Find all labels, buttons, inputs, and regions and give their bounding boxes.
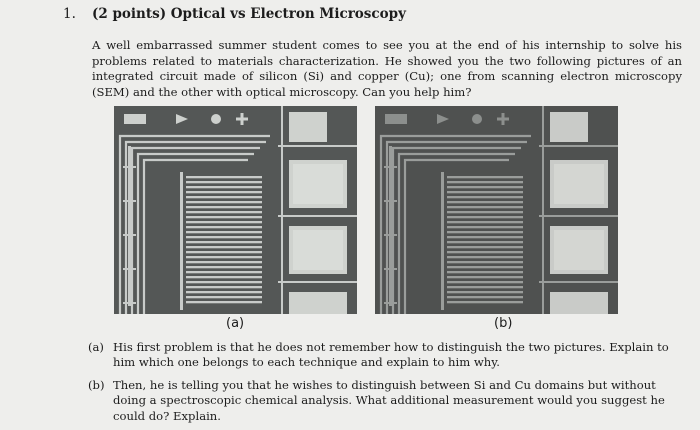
rail-tick <box>384 302 397 304</box>
comb-line <box>447 196 523 198</box>
left-rail <box>128 146 131 306</box>
question-title: Optical vs Electron Microscopy <box>170 6 406 22</box>
comb-line <box>447 256 523 258</box>
comb-line <box>447 211 523 213</box>
comb-line <box>186 191 262 193</box>
marker-circle <box>472 114 482 124</box>
bond-pad-inner <box>293 164 343 204</box>
bond-pad <box>550 112 588 142</box>
comb-line <box>447 221 523 223</box>
subquestion-b <box>88 378 682 424</box>
comb-line <box>447 231 523 233</box>
rail-tick <box>123 166 136 168</box>
figure-b-sem-micrograph <box>375 106 618 314</box>
rail-tick <box>123 200 136 202</box>
figure-a-caption: (a) <box>226 316 245 331</box>
comb-line <box>186 206 262 208</box>
comb-line <box>186 286 262 288</box>
question-points: (2 points) <box>92 6 167 22</box>
comb-line <box>186 241 262 243</box>
comb-line <box>186 261 262 263</box>
comb-line <box>186 296 262 298</box>
rail-tick <box>123 302 136 304</box>
comb-line <box>447 281 523 283</box>
comb-line <box>447 286 523 288</box>
comb-line <box>447 181 523 183</box>
comb-line <box>186 221 262 223</box>
comb-line <box>447 226 523 228</box>
comb-line <box>186 236 262 238</box>
comb-line <box>186 231 262 233</box>
comb-line <box>186 196 262 198</box>
comb-line <box>447 291 523 293</box>
comb-line <box>447 251 523 253</box>
subquestion-b-text: Then, he is telling you that he wishes to distinguish between Si and Cu domains but without doing a spectroscopic chemical analysis. What additional measurement would you suggest he could do? Explain. <box>113 378 665 423</box>
comb-line <box>447 236 523 238</box>
comb-line <box>186 281 262 283</box>
comb-line <box>447 241 523 243</box>
comb-line <box>447 191 523 193</box>
bond-pad-inner <box>554 230 604 270</box>
rail-tick <box>384 234 397 236</box>
marker-circle <box>211 114 221 124</box>
comb-line <box>186 246 262 248</box>
comb-line <box>186 211 262 213</box>
bond-pad <box>289 292 347 314</box>
rail-tick <box>123 234 136 236</box>
bond-pad-inner <box>293 230 343 270</box>
comb-line <box>186 301 262 303</box>
comb-line <box>186 291 262 293</box>
figure-a-optical-micrograph <box>114 106 357 314</box>
question-heading <box>92 6 406 22</box>
comb-line <box>447 206 523 208</box>
question-number: 1. <box>63 6 76 22</box>
comb-line <box>186 186 262 188</box>
comb-line <box>186 266 262 268</box>
comb-line <box>447 186 523 188</box>
rail-tick <box>123 268 136 270</box>
comb-line <box>447 261 523 263</box>
subquestion-b-label: (b) <box>88 378 105 392</box>
comb-spine <box>180 172 183 310</box>
marker-square <box>124 114 146 124</box>
comb-line <box>186 251 262 253</box>
subquestion-a-label: (a) <box>88 340 104 354</box>
left-rail <box>389 146 392 306</box>
comb-line <box>186 201 262 203</box>
comb-line <box>186 276 262 278</box>
comb-line <box>447 246 523 248</box>
comb-line <box>447 216 523 218</box>
comb-line <box>186 216 262 218</box>
comb-line <box>447 266 523 268</box>
comb-spine <box>441 172 444 310</box>
figure-b-image <box>375 106 618 314</box>
rail-tick <box>384 200 397 202</box>
comb-line <box>447 276 523 278</box>
comb-line <box>447 201 523 203</box>
comb-line <box>186 271 262 273</box>
bond-pad <box>550 292 608 314</box>
comb-line <box>186 176 262 178</box>
subquestion-a <box>88 340 682 371</box>
comb-line <box>447 296 523 298</box>
rail-tick <box>384 268 397 270</box>
marker-square <box>385 114 407 124</box>
comb-line <box>186 256 262 258</box>
comb-line <box>186 181 262 183</box>
question-intro: A well embarrassed summer student comes to see you at the end of his internship to solve his problems related to materials characterization. He showed you the two following pictures of an integrated circuit made of silicon (Si) and copper (Cu); one from scanning electron microscopy (SEM) and the other with optical microscopy. Can you help him? <box>92 38 682 99</box>
bond-pad-inner <box>554 164 604 204</box>
comb-line <box>447 271 523 273</box>
comb-line <box>447 301 523 303</box>
bond-pad <box>289 112 327 142</box>
rail-tick <box>384 166 397 168</box>
comb-line <box>186 226 262 228</box>
comb-line <box>447 176 523 178</box>
subquestion-a-text: His first problem is that he does not remember how to distinguish the two pictures. Explain to him which one belongs to each technique and explain to him why. <box>113 340 669 370</box>
figure-a-image <box>114 106 357 314</box>
figure-b-caption: (b) <box>494 316 513 331</box>
